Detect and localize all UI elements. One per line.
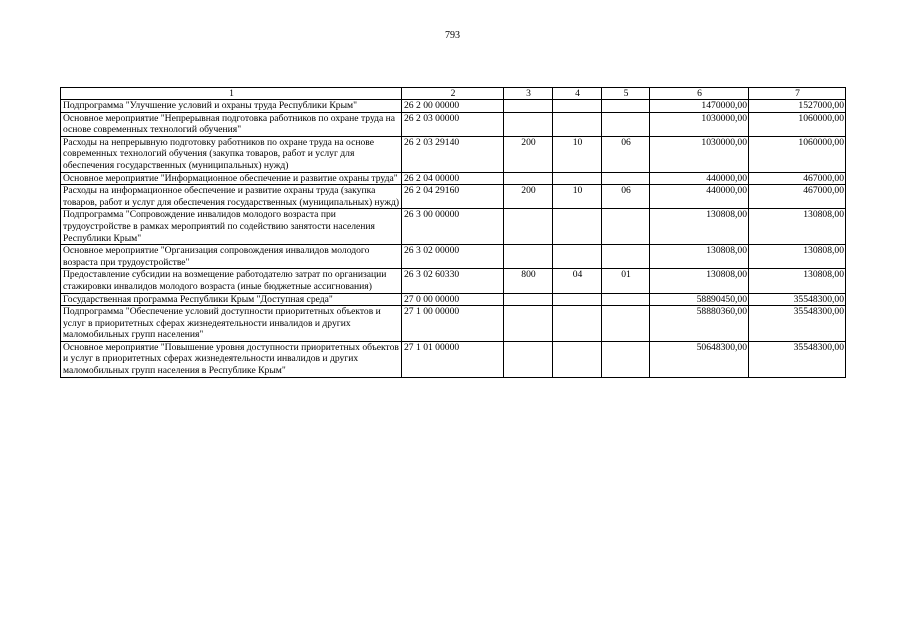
- column-header-5: 5: [602, 88, 650, 100]
- row-name: Расходы на непрерывную подготовку работников по охране труда на основе современных технологий обучения (закупка товаров, работ и услуг для обеспечения государственных (муниципальных) нужд): [61, 136, 402, 172]
- row-col4: [553, 112, 602, 136]
- row-code: 27 0 00 00000: [402, 293, 504, 306]
- row-col4: [553, 341, 602, 377]
- row-value-6: 130808,00: [650, 209, 749, 245]
- row-name: Основное мероприятие "Повышение уровня доступности приоритетных объектов и услуг в приоритетных сферах жизнедеятельности инвалидов и других маломобильных групп населения в Республике Крым": [61, 341, 402, 377]
- row-col3: [504, 245, 553, 269]
- row-col5: [602, 209, 650, 245]
- row-col3: [504, 209, 553, 245]
- row-name: Основное мероприятие "Организация сопровождения инвалидов молодого возраста при трудоустройстве": [61, 245, 402, 269]
- table-row: [61, 185, 846, 209]
- table-row: [61, 245, 846, 269]
- row-value-7: 467000,00: [749, 172, 846, 185]
- row-col3: [504, 293, 553, 306]
- row-code: 26 2 03 29140: [402, 136, 504, 172]
- row-value-7: 1060000,00: [749, 136, 846, 172]
- row-value-7: 130808,00: [749, 269, 846, 293]
- row-value-6: 1030000,00: [650, 112, 749, 136]
- row-value-6: 440000,00: [650, 172, 749, 185]
- table-row: [61, 209, 846, 245]
- row-col3: 200: [504, 136, 553, 172]
- table-row: [61, 341, 846, 377]
- row-value-7: 35548300,00: [749, 306, 846, 342]
- column-header-3: 3: [504, 88, 553, 100]
- row-col3: [504, 306, 553, 342]
- row-col4: 10: [553, 136, 602, 172]
- table-row: [61, 269, 846, 293]
- row-value-7: 130808,00: [749, 245, 846, 269]
- row-name: Подпрограмма "Сопровождение инвалидов молодого возраста при трудоустройстве в рамках мероприятий по содействию занятости населения Республики Крым": [61, 209, 402, 245]
- row-col3: 800: [504, 269, 553, 293]
- column-header-2: 2: [402, 88, 504, 100]
- row-col4: [553, 245, 602, 269]
- row-col5: 01: [602, 269, 650, 293]
- row-col5: [602, 245, 650, 269]
- table-row: [61, 293, 846, 306]
- column-header-6: 6: [650, 88, 749, 100]
- row-col5: [602, 112, 650, 136]
- row-col5: [602, 341, 650, 377]
- row-name: Государственная программа Республики Крым "Доступная среда": [61, 293, 402, 306]
- row-col3: [504, 172, 553, 185]
- row-value-6: 58890450,00: [650, 293, 749, 306]
- row-col5: [602, 306, 650, 342]
- table-row: [61, 100, 846, 113]
- row-name: Расходы на информационное обеспечение и развитие охраны труда (закупка товаров, работ и услуг для обеспечения государственных (муниципальных) нужд): [61, 185, 402, 209]
- row-value-7: 35548300,00: [749, 341, 846, 377]
- row-code: 26 2 04 00000: [402, 172, 504, 185]
- row-value-6: 50648300,00: [650, 341, 749, 377]
- row-col5: 06: [602, 185, 650, 209]
- row-col4: 10: [553, 185, 602, 209]
- row-col3: [504, 100, 553, 113]
- row-col5: [602, 100, 650, 113]
- row-value-6: 130808,00: [650, 245, 749, 269]
- row-col4: [553, 293, 602, 306]
- row-code: 27 1 01 00000: [402, 341, 504, 377]
- row-value-7: 467000,00: [749, 185, 846, 209]
- row-value-6: 1030000,00: [650, 136, 749, 172]
- row-col4: [553, 172, 602, 185]
- row-value-6: 1470000,00: [650, 100, 749, 113]
- row-col4: [553, 100, 602, 113]
- row-name: Подпрограмма "Улучшение условий и охраны труда Республики Крым": [61, 100, 402, 113]
- row-col4: [553, 209, 602, 245]
- page-number: 793: [445, 30, 460, 41]
- row-code: 26 2 00 00000: [402, 100, 504, 113]
- budget-table: [60, 87, 846, 378]
- row-col5: [602, 293, 650, 306]
- table-row: [61, 306, 846, 342]
- column-header-4: 4: [553, 88, 602, 100]
- row-value-7: 1060000,00: [749, 112, 846, 136]
- row-value-6: 58880360,00: [650, 306, 749, 342]
- row-value-7: 1527000,00: [749, 100, 846, 113]
- row-name: Подпрограмма "Обеспечение условий доступности приоритетных объектов и услуг в приоритетных сферах жизнедеятельности инвалидов и других маломобильных групп населения": [61, 306, 402, 342]
- column-header-1: 1: [61, 88, 402, 100]
- table-row: [61, 172, 846, 185]
- row-col4: [553, 306, 602, 342]
- row-col3: [504, 341, 553, 377]
- row-col4: 04: [553, 269, 602, 293]
- row-code: 26 3 00 00000: [402, 209, 504, 245]
- row-name: Предоставление субсидии на возмещение работодателю затрат по организации стажировки инвалидов молодого возраста (иные бюджетные ассигнования): [61, 269, 402, 293]
- column-header-7: 7: [749, 88, 846, 100]
- row-col3: [504, 112, 553, 136]
- row-value-7: 35548300,00: [749, 293, 846, 306]
- row-code: 26 2 03 00000: [402, 112, 504, 136]
- table-row: [61, 136, 846, 172]
- row-code: 27 1 00 00000: [402, 306, 504, 342]
- row-col5: 06: [602, 136, 650, 172]
- table-row: [61, 112, 846, 136]
- row-code: 26 3 02 60330: [402, 269, 504, 293]
- header-row: [61, 88, 846, 100]
- row-value-6: 440000,00: [650, 185, 749, 209]
- row-col5: [602, 172, 650, 185]
- row-code: 26 3 02 00000: [402, 245, 504, 269]
- row-value-7: 130808,00: [749, 209, 846, 245]
- row-col3: 200: [504, 185, 553, 209]
- row-name: Основное мероприятие "Непрерывная подготовка работников по охране труда на основе современных технологий обучения": [61, 112, 402, 136]
- row-code: 26 2 04 29160: [402, 185, 504, 209]
- row-name: Основное мероприятие "Информационное обеспечение и развитие охраны труда": [61, 172, 402, 185]
- row-value-6: 130808,00: [650, 269, 749, 293]
